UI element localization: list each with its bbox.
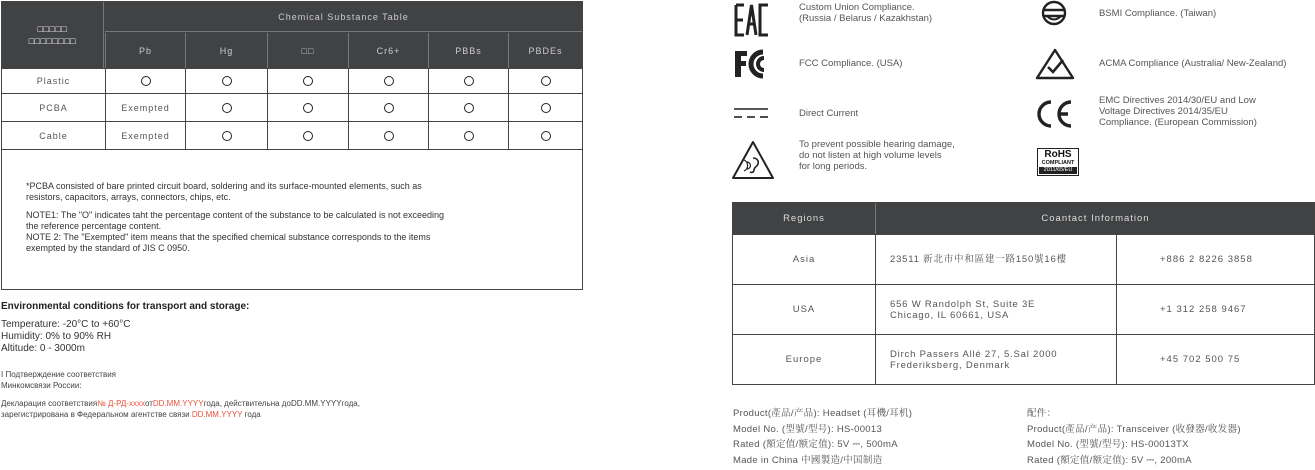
compliant-circle-icon (384, 131, 394, 141)
ce-icon (1033, 98, 1075, 130)
rated-line: Rated (額定值/额定值): 5V ⎓, 500mA (733, 439, 898, 450)
table-row-cable (2, 121, 582, 149)
region-address: Dirch Passers Allé 27, 5.Sal 2000 Frederiksberg, Denmark (877, 335, 1117, 384)
hearing-warning-text: To prevent possible hearing damage, do not listen at high volume levels for long periods. (799, 139, 955, 172)
substance-header-left (2, 2, 104, 68)
compliant-circle-icon (541, 76, 551, 86)
compliant-circle-icon (222, 76, 232, 86)
region-phone: +886 2 8226 3858 (1160, 254, 1253, 265)
bsmi-icon (1037, 0, 1071, 26)
reg-text: зарегистрирована в Федеральном агентстве связи (1, 410, 192, 419)
compliant-circle-icon (384, 103, 394, 113)
contact-table-header (733, 203, 1314, 234)
compliant-circle-icon (303, 103, 313, 113)
legend-notes: NOTE1: The "O" indicates taht the percentage content of the substance to be calculated is not exceeding the reference percentage content. NOTE 2: The "Exempted" item means that the specified chemical substance corresponds to the items exempted by the standard of JIS C 0950. (26, 210, 444, 253)
bsmi-compliance-text: BSMI Compliance. (Taiwan) (1099, 8, 1217, 19)
compliant-circle-icon (303, 131, 313, 141)
compliant-circle-icon (141, 76, 151, 86)
status-cell (185, 122, 267, 149)
status-cell (508, 122, 582, 149)
row-label: Cable (39, 130, 68, 141)
exempted-cell: Exempted (105, 94, 185, 121)
registration-line (1, 409, 360, 420)
product-info-transceiver (1027, 406, 1241, 468)
russian-confirmation (1, 369, 116, 391)
exempted-cell: Exempted (105, 122, 185, 149)
direct-current-icon (733, 106, 769, 120)
status-cell (267, 122, 348, 149)
reg-year: года (242, 410, 261, 419)
status-cell (428, 122, 508, 149)
status-cell (185, 94, 267, 121)
compliant-circle-icon (222, 131, 232, 141)
region-name: Asia (733, 235, 876, 284)
russian-line1: I Подтверждение соответствия (1, 370, 116, 379)
region-address: 656 W Randolph St, Suite 3E Chicago, IL 60661, USA (877, 285, 1117, 334)
region-phone: +1 312 258 9467 (1160, 304, 1247, 315)
row-label: PCBA (39, 102, 68, 113)
col-pbdes: PBDEs (508, 33, 582, 68)
region-address: 23511 新北市中和區建一路150號16樓 (877, 235, 1117, 284)
compliant-circle-icon (464, 131, 474, 141)
chemical-substance-table (1, 1, 583, 290)
status-cell (508, 94, 582, 121)
decl-number: № Д-РД-xxxx (97, 399, 145, 408)
rohs-compliant: COMPLIANT (1041, 160, 1075, 166)
status-cell (348, 69, 428, 93)
decl-text: Декларация соответствия (1, 399, 98, 408)
humidity-range: Humidity: 0% to 90% RH (1, 331, 112, 342)
compliant-circle-icon (541, 103, 551, 113)
declaration-line (1, 398, 360, 409)
ce-compliance-text: EMC Directives 2014/30/EU and Low Voltage Directives 2014/35/EU Compliance. (European Commission) (1099, 95, 1257, 128)
rated-line: Rated (額定值/额定值): 5V ⎓, 200mA (1027, 454, 1192, 466)
substance-table-header (2, 2, 582, 68)
fcc-compliance-text: FCC Compliance. (USA) (799, 58, 903, 69)
rohs-directive: 2011/65/EU (1039, 167, 1077, 174)
status-cell (267, 69, 348, 93)
decl-date: DD.MM.YYYY (152, 399, 204, 408)
direct-current-text: Direct Current (799, 108, 859, 119)
compliant-circle-icon (384, 76, 394, 86)
header-left-line1: □□□□□ (37, 24, 68, 34)
col-cr6: Cr6+ (348, 33, 428, 68)
decl-valid: года, действительна до (203, 399, 291, 408)
environment-title: Environmental conditions for transport and storage: (1, 301, 250, 312)
rohs-icon (1037, 148, 1079, 176)
status-cell (428, 94, 508, 121)
acma-rcm-icon (1035, 48, 1075, 80)
decl-from: от (144, 399, 153, 408)
col-pbbs: PBBs (428, 33, 508, 68)
contact-table (732, 202, 1315, 385)
substance-notes (2, 149, 582, 289)
table-row-pcba (2, 93, 582, 121)
compliant-circle-icon (464, 76, 474, 86)
status-cell (185, 69, 267, 93)
compliant-circle-icon (464, 103, 474, 113)
product-info-headset (733, 406, 912, 468)
altitude-range: Altitude: 0 - 3000m (1, 343, 85, 354)
environment-conditions (1, 319, 130, 355)
accessory-label: 配件： (1027, 408, 1057, 419)
header-left-line2: □□□□□□□□ (28, 36, 77, 46)
status-cell (267, 94, 348, 121)
region-phone: +45 702 500 75 (1160, 354, 1241, 365)
contact-row-europe (733, 334, 1314, 384)
product-line: Product(產品/产品): Headset (耳機/耳机) (733, 408, 913, 419)
status-cell (105, 69, 185, 93)
made-in-line: Made in China 中國製造/中国制造 (733, 454, 883, 466)
status-cell (348, 122, 428, 149)
model-line: Model No. (型號/型号): HS-00013TX (1027, 439, 1189, 450)
compliant-circle-icon (222, 103, 232, 113)
decl-year: года, (341, 399, 360, 408)
region-name: Europe (733, 335, 876, 384)
contact-row-asia (733, 234, 1314, 284)
contact-row-usa (733, 284, 1314, 334)
rohs-label: RoHS (1044, 149, 1072, 160)
fcc-icon (733, 49, 773, 79)
hearing-warning-icon (731, 140, 775, 180)
status-cell (508, 69, 582, 93)
temperature-range: Temperature: -20°C to +60°C (1, 319, 131, 330)
acma-compliance-text: ACMA Compliance (Australia/ New-Zealand) (1099, 58, 1287, 69)
row-label: Plastic (36, 76, 71, 86)
compliant-circle-icon (303, 76, 313, 86)
table-row-plastic (2, 68, 582, 93)
col-cd: □□ (267, 33, 348, 68)
decl-valid-date: DD.MM.YYYY (290, 399, 342, 408)
status-cell (428, 69, 508, 93)
russian-line2: Минкомсвязи России: (1, 381, 82, 390)
eac-icon (733, 3, 771, 37)
pcba-note: *PCBA consisted of bare printed circuit board, soldering and its surface-mounted elements, such as resistors, capacitors, arrays, connectors, chips, etc. (26, 181, 422, 202)
col-pb: Pb (105, 33, 185, 68)
status-cell (348, 94, 428, 121)
product-line: Product(產品/产品): Transceiver (收發器/收发器) (1027, 423, 1241, 435)
eac-compliance-text: Custom Union Compliance. (Russia / Belarus / Kazakhstan) (799, 2, 933, 24)
reg-date: DD.MM.YYYY (191, 410, 243, 419)
region-name: USA (733, 285, 876, 334)
contact-info-header: Coantact Information (1041, 213, 1150, 224)
col-hg: Hg (185, 33, 267, 68)
compliant-circle-icon (541, 131, 551, 141)
russian-declaration (1, 398, 360, 420)
regions-header: Regions (733, 203, 876, 234)
substance-table-title: Chemical Substance Table (105, 2, 582, 32)
model-line: Model No. (型號/型号): HS-00013 (733, 423, 883, 435)
